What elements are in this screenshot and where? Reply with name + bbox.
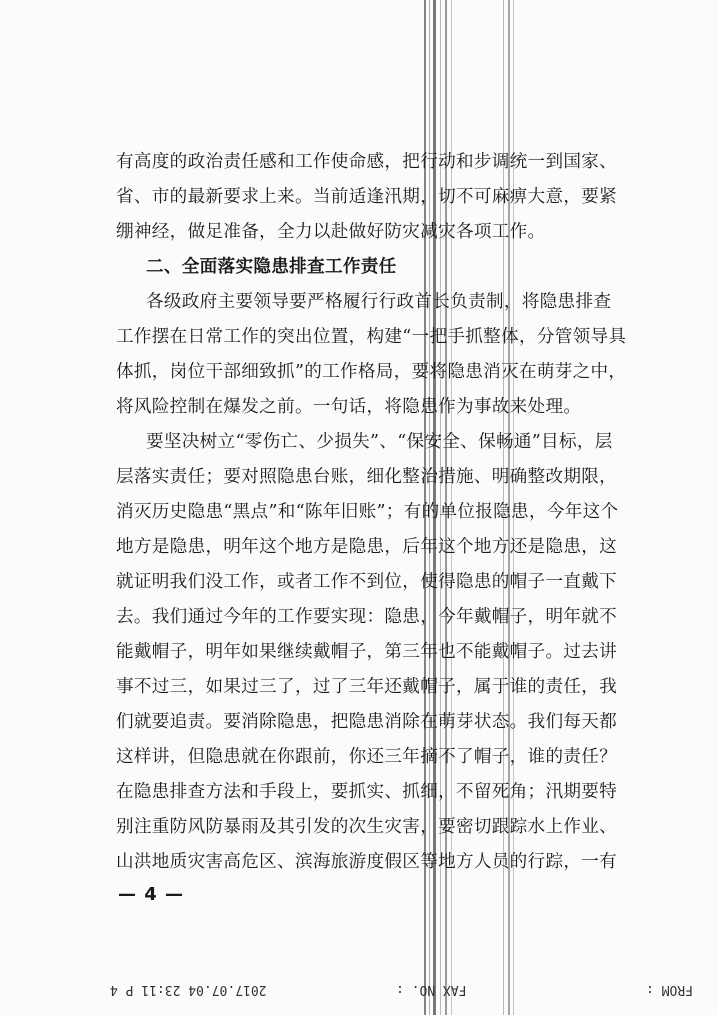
fax-from: FROM : <box>646 982 693 997</box>
fax-number: FAX NO. : <box>396 982 467 997</box>
text-line: 体抓，岗位干部细致抓”的工作格局，要将隐患消灭在萌芽之中， <box>116 362 627 382</box>
text-line: 就证明我们没工作，或者工作不到位，使得隐患的帽子一直戴下 <box>116 572 618 592</box>
text-line: 消灭历史隐患“黑点”和“陈年旧账”；有的单位报隐患，今年这个 <box>116 502 619 522</box>
text-line: 去。我们通过今年的工作要实现：隐患，今年戴帽子，明年就不 <box>116 607 618 627</box>
text-line: 山洪地质灾害高危区、滨海旅游度假区等地方人员的行踪，一有 <box>116 852 618 872</box>
text-line: 省、市的最新要求上来。当前适逢汛期，切不可麻痹大意，要紧 <box>116 187 618 207</box>
text-line: 事不过三，如果过三了，过了三年还戴帽子，属于谁的责任，我 <box>116 677 618 697</box>
text-line: 工作摆在日常工作的突出位置，构建“一把手抓整体，分管领导具 <box>116 327 627 347</box>
page-number: — 4 — <box>118 884 185 905</box>
text-line: 能戴帽子，明年如果继续戴帽子，第三年也不能戴帽子。过去讲 <box>116 642 618 662</box>
text-line: 层落实责任；要对照隐患台账，细化整治措施、明确整改期限， <box>116 467 618 487</box>
text-line: 在隐患排查方法和手段上，要抓实、抓细，不留死角；汛期要特 <box>116 782 618 802</box>
section-heading: 二、全面落实隐患排查工作责任 <box>146 257 397 277</box>
text-line: 将风险控制在爆发之前。一句话，将隐患作为事故来处理。 <box>116 397 582 417</box>
text-line: 地方是隐患，明年这个地方是隐患，后年这个地方还是隐患，这 <box>116 537 618 557</box>
text-line: 绷神经，做足准备，全力以赴做好防灾减灾各项工作。 <box>116 222 546 242</box>
text-line: 要坚决树立“零伤亡、少损失”、“保安全、保畅通”目标，层 <box>146 432 613 452</box>
text-line: 别注重防风防暴雨及其引发的次生灾害，要密切跟踪水上作业、 <box>116 817 618 837</box>
text-line: 有高度的政治责任感和工作使命感，把行动和步调统一到国家、 <box>116 152 618 172</box>
text-line: 这样讲，但隐患就在你跟前，你还三年摘不了帽子，谁的责任？ <box>116 747 618 767</box>
text-line: 们就要追责。要消除隐患，把隐患消除在萌芽状态。我们每天都 <box>116 712 618 732</box>
text-line: 各级政府主要领导要严格履行行政首长负责制，将隐患排查 <box>146 292 612 312</box>
fax-date-time: 2017.07.04 23:11 P 4 <box>110 982 267 997</box>
